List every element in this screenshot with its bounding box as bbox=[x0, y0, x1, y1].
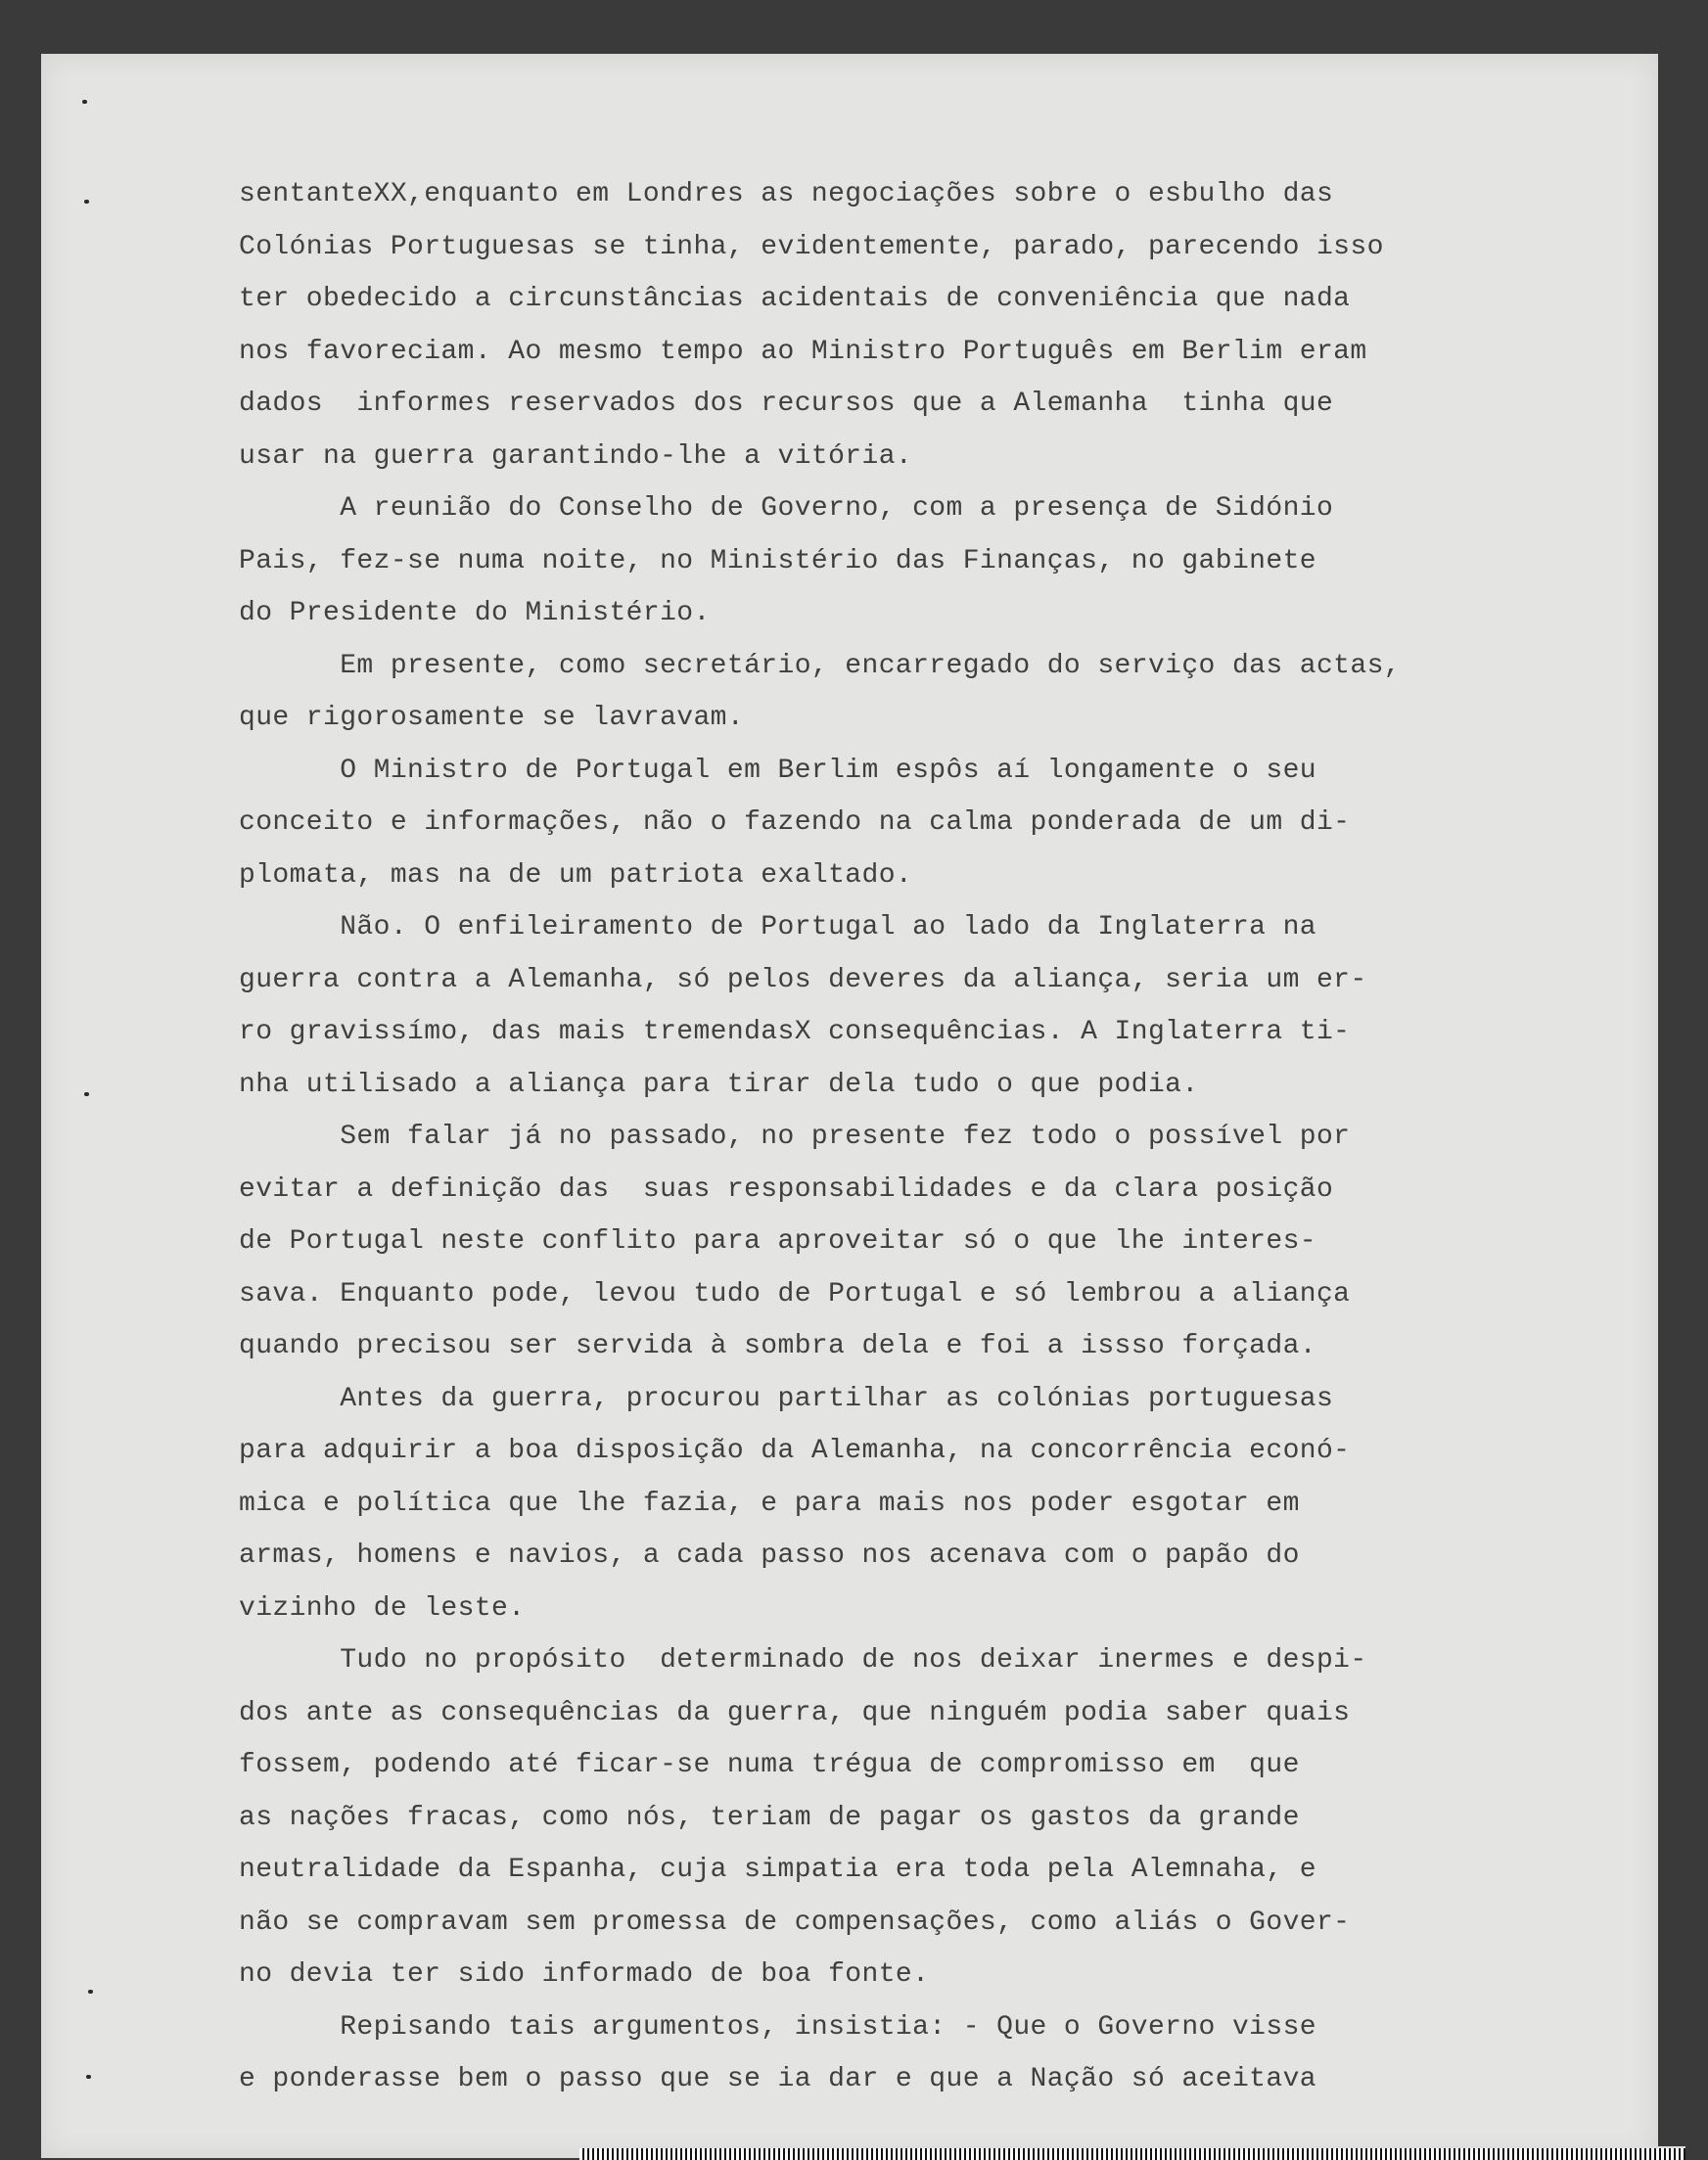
text-line: Colónias Portuguesas se tinha, evidentemente, parado, parecendo isso bbox=[239, 231, 1384, 262]
text-line: e ponderasse bem o passo que se ia dar e que a Nação só aceitava bbox=[239, 2064, 1316, 2094]
text-line: não se compravam sem promessa de compensações, como aliás o Gover- bbox=[239, 1907, 1351, 1938]
text-line: dados informes reservados dos recursos que a Alemanha tinha que bbox=[239, 389, 1334, 419]
punch-hole-mark bbox=[84, 200, 89, 204]
text-line: dos ante as consequências da guerra, que ninguém podia saber quais bbox=[239, 1697, 1351, 1728]
text-line: Não. O enfileiramento de Portugal ao lado da Inglaterra na bbox=[239, 912, 1316, 942]
punch-hole-mark bbox=[84, 1092, 89, 1096]
punch-hole-mark bbox=[88, 1990, 93, 1994]
text-line: Em presente, como secretário, encarregado do serviço das actas, bbox=[239, 650, 1401, 681]
punch-hole-mark bbox=[82, 100, 87, 104]
text-line: no devia ter sido informado de boa fonte. bbox=[239, 1959, 930, 1990]
text-line: guerra contra a Alemanha, só pelos deveres da aliança, seria um er- bbox=[239, 964, 1367, 995]
text-line: vizinho de leste. bbox=[239, 1592, 526, 1624]
text-line: ro gravissímo, das mais tremendasX consequências. A Inglaterra ti- bbox=[239, 1017, 1351, 1047]
text-line: do Presidente do Ministério. bbox=[239, 598, 711, 628]
text-line: O Ministro de Portugal em Berlim espôs aí longamente o seu bbox=[239, 755, 1316, 786]
text-line: sava. Enquanto pode, levou tudo de Portugal e só lembrou a aliança bbox=[239, 1278, 1351, 1310]
text-line: evitar a definição das suas responsabilidades e da clara posição bbox=[239, 1173, 1334, 1205]
text-line: conceito e informações, não o fazendo na calma ponderada de um di- bbox=[239, 807, 1351, 838]
text-line: Repisando tais argumentos, insistia: - Que o Governo visse bbox=[239, 2011, 1316, 2043]
text-line: A reunião do Conselho de Governo, com a presença de Sidónio bbox=[239, 493, 1334, 524]
text-line: usar na guerra garantindo-lhe a vitória. bbox=[239, 440, 913, 472]
text-line: nha utilisado a aliança para tirar dela tudo o que podia. bbox=[239, 1069, 1199, 1100]
text-line: mica e política que lhe fazia, e para mais nos poder esgotar em bbox=[239, 1488, 1300, 1519]
text-line: ter obedecido a circunstâncias acidentais de conveniência que nada bbox=[239, 284, 1351, 314]
text-line: Pais, fez-se numa noite, no Ministério das Finanças, no gabinete bbox=[239, 545, 1316, 576]
text-line: as nações fracas, como nós, teriam de pagar os gastos da grande bbox=[239, 1802, 1300, 1833]
text-line: Antes da guerra, procurou partilhar as colónias portuguesas bbox=[239, 1383, 1334, 1414]
text-line: armas, homens e navios, a cada passo nos acenava com o papão do bbox=[239, 1540, 1300, 1571]
text-line: para adquirir a boa disposição da Alemanha, na concorrência econó- bbox=[239, 1436, 1351, 1466]
text-line: Tudo no propósito determinado de nos deixar inermes e despi- bbox=[239, 1645, 1367, 1676]
text-line: quando precisou ser servida à sombra dela e foi a issso forçada. bbox=[239, 1331, 1316, 1361]
text-line: fossem, podendo até ficar-se numa trégua de compromisso em que bbox=[239, 1750, 1300, 1780]
text-line: nos favoreciam. Ao mesmo tempo ao Ministro Português em Berlim eram bbox=[239, 336, 1367, 367]
text-line: neutralidade da Espanha, cuja simpatia era toda pela Alemnaha, e bbox=[239, 1855, 1316, 1885]
text-line: que rigorosamente se lavravam. bbox=[239, 703, 745, 733]
punch-hole-mark bbox=[86, 2075, 91, 2079]
text-line: de Portugal neste conflito para aproveitar só o que lhe interes- bbox=[239, 1226, 1316, 1257]
text-line: plomata, mas na de um patriota exaltado. bbox=[239, 859, 913, 891]
typewritten-text bbox=[239, 168, 1629, 2106]
text-line: sentanteXX,enquanto em Londres as negociações sobre o esbulho das bbox=[239, 179, 1334, 209]
text-line: Sem falar já no passado, no presente fez todo o possível por bbox=[239, 1122, 1351, 1152]
